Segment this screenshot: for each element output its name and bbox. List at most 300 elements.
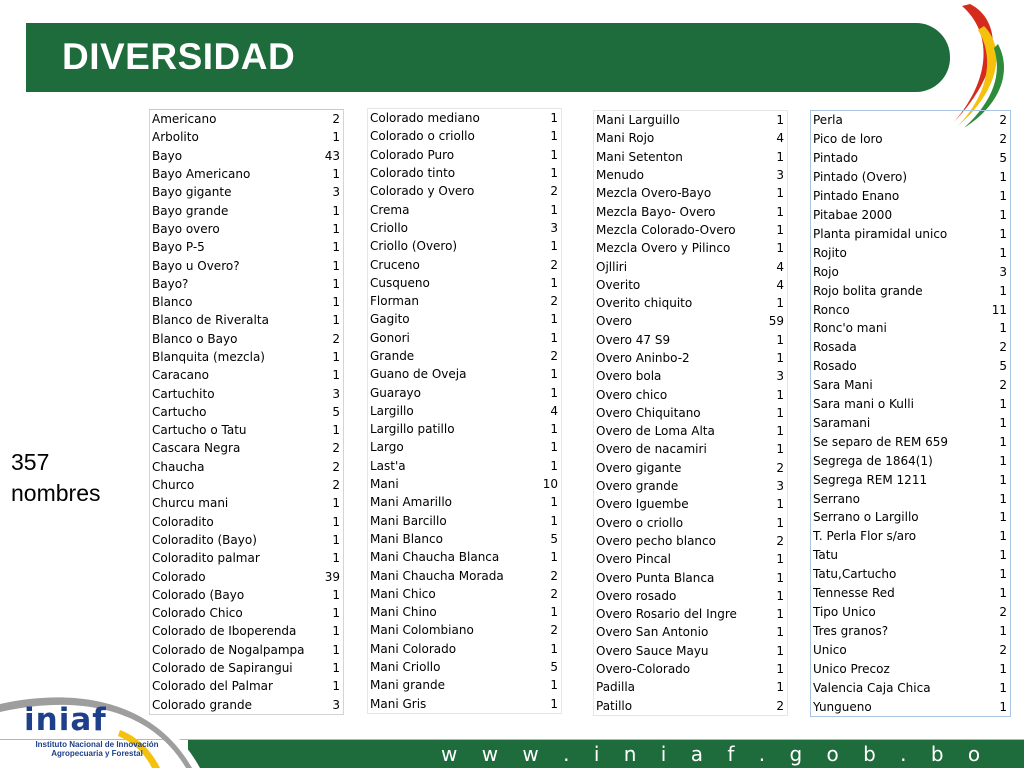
variety-name: Overo-Colorado [596, 662, 691, 677]
table-row [594, 459, 787, 477]
variety-count: 1 [776, 241, 784, 256]
table-row [811, 300, 1010, 319]
variety-count: 1 [776, 662, 784, 677]
table-row [811, 376, 1010, 395]
variety-name: Colorado tinto [370, 166, 456, 181]
variety-name: Mani Rojo [596, 131, 655, 146]
variety-name: Tatu,Cartucho [813, 567, 897, 582]
logo-wordmark: iniaf [24, 702, 107, 738]
variety-name: Menudo [596, 168, 644, 183]
variety-count: 1 [999, 434, 1007, 449]
variety-name: Colorado Puro [370, 147, 455, 162]
variety-count: 1 [550, 147, 558, 162]
variety-name: Pico de loro [813, 132, 883, 147]
table-row [594, 495, 787, 513]
table-row [368, 658, 561, 676]
variety-name: Overo Rosario del Ingre [596, 607, 737, 622]
variety-count: 1 [550, 495, 558, 510]
variety-count: 1 [999, 453, 1007, 468]
variety-name: Bayo overo [152, 221, 220, 236]
variety-count: 1 [332, 624, 340, 639]
variety-name: Largillo [370, 403, 414, 418]
table-row [150, 494, 343, 512]
variety-count: 1 [776, 387, 784, 402]
variety-count: 1 [332, 661, 340, 676]
variety-count: 1 [332, 587, 340, 602]
table-row [150, 458, 343, 476]
variety-name: Mani Criollo [370, 660, 441, 675]
table-row [811, 243, 1010, 262]
variety-name: Last'a [370, 458, 406, 473]
table-row [368, 493, 561, 511]
table-row [811, 338, 1010, 357]
variety-name: Overo grande [596, 479, 679, 494]
variety-count: 1 [332, 276, 340, 291]
table-row [594, 623, 787, 641]
table-row [594, 678, 787, 696]
variety-name: Criollo (Overo) [370, 239, 458, 254]
variety-name: Coloradito palmar [152, 551, 260, 566]
table-row [594, 660, 787, 678]
variety-name: Bayo grande [152, 203, 229, 218]
variety-name: Overo pecho blanco [596, 533, 716, 548]
variety-count: 1 [776, 588, 784, 603]
variety-count: 5 [999, 151, 1007, 166]
table-row [594, 111, 787, 129]
variety-count: 1 [332, 221, 340, 236]
title-banner [26, 23, 950, 92]
variety-name: Overo de Loma Alta [596, 424, 715, 439]
table-row [594, 184, 787, 202]
variety-name: Bayo [152, 148, 183, 163]
variety-name: Planta piramidal unico [813, 226, 948, 241]
variety-count: 1 [332, 423, 340, 438]
table-row [150, 165, 343, 183]
variety-name: Cartuchito [152, 386, 215, 401]
table-row [811, 357, 1010, 376]
variety-name: Tennesse Red [813, 586, 895, 601]
table-row [594, 129, 787, 147]
variety-name: Colorado (Bayo [152, 587, 245, 602]
table-row [594, 440, 787, 458]
variety-name: Overo Aninbo-2 [596, 351, 690, 365]
variety-count: 43 [324, 148, 340, 163]
table-row [811, 621, 1010, 640]
variety-name: Mani Colombiano [370, 623, 474, 638]
table-row [150, 476, 343, 494]
table-row [368, 255, 561, 273]
variety-count: 3 [550, 220, 558, 235]
table-row [594, 349, 787, 367]
variety-count: 2 [332, 331, 340, 346]
variety-count: 4 [550, 403, 558, 418]
table-row [368, 530, 561, 548]
variety-name: Tatu [813, 548, 839, 563]
table-row [594, 697, 787, 715]
table-row [150, 330, 343, 348]
table-row [594, 532, 787, 550]
variety-count: 2 [776, 698, 784, 713]
variety-count: 1 [332, 258, 340, 273]
variety-count: 1 [776, 113, 784, 128]
variety-name: Rosada [813, 340, 857, 355]
variety-count: 1 [332, 514, 340, 529]
variety-name: Gagito [370, 312, 410, 327]
variety-count: 1 [999, 397, 1007, 412]
variety-name: Overo bola [596, 369, 662, 384]
variety-count: 1 [332, 240, 340, 255]
total-names-note [11, 447, 121, 509]
table-row [368, 329, 561, 347]
variety-count: 1 [776, 607, 784, 622]
variety-name: Mezcla Overo-Bayo [596, 186, 712, 201]
table-row [594, 404, 787, 422]
variety-name: Ronco [813, 302, 850, 317]
table-row [811, 508, 1010, 527]
table-row [368, 127, 561, 145]
variety-name: Grande [370, 349, 415, 363]
variety-count: 2 [776, 460, 784, 475]
table-row [811, 603, 1010, 622]
variety-table-column-3 [593, 110, 788, 716]
table-row [811, 470, 1010, 489]
table-row [368, 621, 561, 639]
variety-name: Patillo [596, 698, 633, 713]
variety-count: 2 [999, 132, 1007, 147]
variety-count: 1 [332, 295, 340, 310]
variety-count: 1 [999, 661, 1007, 676]
variety-count: 4 [776, 131, 784, 146]
table-row [368, 365, 561, 383]
variety-name: Largillo patillo [370, 422, 455, 437]
table-row [811, 697, 1010, 716]
table-row [150, 201, 343, 219]
variety-count: 3 [776, 168, 784, 183]
variety-name: Largo [370, 440, 404, 455]
variety-count: 1 [776, 204, 784, 219]
logo-subtitle: Instituto Nacional de Innovación Agropecuaria y Forestal [35, 740, 159, 758]
table-row [368, 603, 561, 621]
total-count: 357 [11, 449, 50, 475]
table-row [368, 566, 561, 584]
variety-name: Tipo Unico [813, 605, 876, 620]
variety-count: 2 [550, 184, 558, 199]
variety-count: 1 [550, 330, 558, 345]
variety-count: 3 [332, 386, 340, 401]
variety-name: Valencia Caja Chica [813, 680, 931, 695]
variety-name: Segrega REM 1211 [813, 472, 928, 487]
variety-name: Blanco [152, 295, 193, 310]
variety-count: 5 [550, 660, 558, 675]
table-row [150, 293, 343, 311]
variety-count: 1 [550, 202, 558, 217]
table-row [368, 200, 561, 218]
table-row [368, 109, 561, 127]
variety-name: Mezcla Bayo- Overo [596, 204, 716, 219]
variety-count: 5 [550, 531, 558, 546]
table-row [594, 331, 787, 349]
variety-count: 1 [999, 623, 1007, 638]
variety-count: 1 [999, 529, 1007, 544]
table-row [811, 584, 1010, 603]
table-row [150, 128, 343, 146]
variety-count: 1 [332, 532, 340, 547]
variety-name: Segrega de 1864(1) [813, 453, 933, 468]
variety-count: 1 [550, 605, 558, 620]
page-title: DIVERSIDAD [62, 36, 296, 77]
variety-name: Overo rosado [596, 588, 677, 603]
variety-name: Rosado [813, 359, 857, 374]
variety-name: Overo chico [596, 387, 668, 402]
variety-count: 1 [332, 203, 340, 218]
table-row [594, 385, 787, 403]
variety-name: Ronc'o mani [813, 321, 887, 336]
variety-count: 1 [776, 424, 784, 439]
variety-name: Mani Gris [370, 696, 427, 711]
variety-count: 1 [776, 186, 784, 201]
table-row [150, 659, 343, 677]
table-row [368, 237, 561, 255]
variety-count: 1 [776, 680, 784, 695]
variety-name: Rojo bolita grande [813, 283, 923, 298]
variety-name: Cartucho o Tatu [152, 423, 247, 438]
variety-name: Blanco o Bayo [152, 331, 238, 346]
table-row [368, 310, 561, 328]
table-row [594, 477, 787, 495]
variety-name: Coloradito (Bayo) [152, 532, 257, 547]
variety-count: 1 [999, 207, 1007, 222]
variety-name: Crema [370, 202, 410, 217]
variety-name: Blanquita (mezcla) [152, 350, 265, 364]
table-row [811, 659, 1010, 678]
variety-name: Overo Iguembe [596, 497, 689, 512]
variety-count: 1 [550, 550, 558, 565]
variety-name: Mani Chico [370, 586, 436, 601]
table-row [150, 275, 343, 293]
variety-name: Pintado [813, 151, 858, 166]
variety-count: 3 [332, 185, 340, 200]
table-row [150, 366, 343, 384]
table-row [150, 549, 343, 567]
table-row [811, 395, 1010, 414]
variety-count: 59 [768, 314, 784, 329]
variety-count: 5 [332, 404, 340, 419]
variety-name: Overo Chiquitano [596, 405, 701, 420]
table-row [811, 451, 1010, 470]
footer-url: w w w . i n i a f . g o b . b o [441, 742, 990, 766]
variety-count: 39 [324, 569, 340, 584]
variety-name: Serrano o Largillo [813, 510, 919, 525]
variety-count: 1 [332, 313, 340, 328]
variety-name: Overo Sauce Mayu [596, 643, 709, 658]
variety-count: 1 [550, 458, 558, 473]
variety-name: Cusqueno [370, 275, 430, 290]
variety-count: 1 [776, 497, 784, 512]
table-row [594, 276, 787, 294]
variety-name: Mani Blanco [370, 531, 443, 546]
variety-count: 2 [332, 459, 340, 474]
variety-name: Caracano [152, 368, 209, 383]
variety-name: Colorado mediano [370, 111, 480, 126]
variety-name: Americano [152, 112, 217, 127]
variety-count: 1 [776, 351, 784, 365]
table-row [594, 202, 787, 220]
variety-name: Overo de nacamiri [596, 442, 707, 457]
table-row [150, 531, 343, 549]
table-row [594, 148, 787, 166]
table-row [811, 640, 1010, 659]
variety-name: Coloradito [152, 514, 214, 529]
table-row [368, 383, 561, 401]
table-row [150, 439, 343, 457]
variety-count: 5 [999, 359, 1007, 374]
variety-count: 1 [332, 130, 340, 145]
variety-name: Pintado (Overo) [813, 170, 908, 185]
variety-name: Colorado y Overo [370, 184, 475, 199]
table-row [811, 546, 1010, 565]
table-row [811, 224, 1010, 243]
variety-name: Mani Setenton [596, 149, 683, 164]
variety-count: 1 [999, 226, 1007, 241]
variety-count: 1 [999, 283, 1007, 298]
table-row [150, 348, 343, 366]
table-row [594, 568, 787, 586]
variety-count: 2 [550, 294, 558, 309]
variety-name: Ojlliri [596, 259, 628, 274]
variety-count: 1 [550, 312, 558, 327]
variety-name: Padilla [596, 680, 636, 695]
variety-count: 2 [999, 642, 1007, 657]
variety-name: Serrano [813, 491, 860, 506]
table-row [150, 220, 343, 238]
variety-name: Sara mani o Kulli [813, 397, 914, 412]
variety-count: 2 [550, 586, 558, 601]
table-row [811, 149, 1010, 168]
variety-name: Mezcla Colorado-Overo [596, 222, 736, 237]
table-row [150, 513, 343, 531]
variety-name: Colorado o criollo [370, 129, 475, 144]
variety-count: 1 [999, 699, 1007, 714]
variety-count: 1 [999, 548, 1007, 563]
variety-table-column-4 [810, 110, 1011, 717]
variety-name: Overo [596, 314, 632, 329]
variety-name: Guarayo [370, 385, 421, 400]
variety-name: Overo Punta Blanca [596, 570, 715, 585]
table-row [594, 550, 787, 568]
variety-name: Mani grande [370, 678, 445, 693]
variety-name: Tres granos? [813, 623, 889, 638]
variety-count: 1 [999, 567, 1007, 582]
table-row [368, 640, 561, 658]
variety-count: 4 [776, 277, 784, 292]
table-row [368, 420, 561, 438]
variety-name: Overito [596, 277, 641, 292]
table-row [368, 292, 561, 310]
variety-count: 1 [999, 472, 1007, 487]
variety-count: 10 [542, 477, 558, 492]
table-row [811, 130, 1010, 149]
variety-count: 4 [776, 259, 784, 274]
variety-count: 1 [776, 405, 784, 420]
total-label: nombres [11, 480, 101, 506]
variety-count: 1 [332, 368, 340, 383]
variety-count: 1 [550, 385, 558, 400]
variety-count: 1 [776, 332, 784, 347]
table-row [811, 281, 1010, 300]
variety-count: 1 [776, 442, 784, 457]
variety-name: Chaucha [152, 459, 205, 474]
variety-name: Colorado de Sapirangui [152, 661, 293, 676]
table-row [368, 438, 561, 456]
variety-name: Overo San Antonio [596, 625, 709, 640]
variety-name: Colorado de Iboperenda [152, 624, 297, 639]
variety-count: 1 [550, 129, 558, 144]
table-row [150, 256, 343, 274]
variety-name: Overito chiquito [596, 296, 693, 311]
variety-name: Mani [370, 477, 399, 492]
variety-count: 1 [776, 570, 784, 585]
table-row [811, 489, 1010, 508]
variety-count: 2 [999, 113, 1007, 128]
variety-count: 1 [776, 149, 784, 164]
variety-name: Bayo? [152, 276, 189, 291]
variety-count: 1 [550, 275, 558, 290]
variety-name: Churcu mani [152, 496, 229, 511]
table-row [368, 164, 561, 182]
table-row [594, 514, 787, 532]
variety-count: 2 [776, 533, 784, 548]
variety-name: Colorado del Palmar [152, 679, 273, 694]
table-row [150, 622, 343, 640]
table-row [811, 565, 1010, 584]
variety-count: 1 [550, 440, 558, 455]
variety-count: 1 [999, 415, 1007, 430]
table-row [150, 586, 343, 604]
table-row [150, 403, 343, 421]
variety-count: 1 [776, 552, 784, 567]
variety-count: 3 [332, 697, 340, 712]
table-row [811, 187, 1010, 206]
variety-count: 1 [550, 641, 558, 656]
variety-name: Se separo de REM 659 [813, 434, 949, 449]
variety-name: Overo 47 S9 [596, 332, 671, 347]
variety-name: Mezcla Overo y Pilinco [596, 241, 731, 256]
table-row [594, 367, 787, 385]
table-row [811, 111, 1010, 130]
variety-count: 1 [776, 222, 784, 237]
variety-name: Florman [370, 294, 419, 309]
variety-name: Rojo [813, 264, 839, 279]
table-row [150, 183, 343, 201]
variety-name: Colorado de Nogalpampa [152, 642, 305, 657]
variety-count: 1 [550, 166, 558, 181]
variety-name: Blanco de Riveralta [152, 313, 269, 328]
table-row [368, 274, 561, 292]
table-row [594, 239, 787, 257]
variety-count: 1 [332, 551, 340, 566]
variety-name: Bayo u Overo? [152, 258, 240, 273]
variety-name: Colorado Chico [152, 606, 243, 621]
variety-name: Mani Chino [370, 605, 437, 620]
table-row [368, 219, 561, 237]
variety-count: 1 [999, 321, 1007, 336]
variety-name: Pitabae 2000 [813, 207, 893, 222]
variety-count: 3 [999, 264, 1007, 279]
variety-count: 2 [332, 441, 340, 456]
table-row [368, 585, 561, 603]
variety-count: 2 [999, 340, 1007, 355]
variety-name: Overo Pincal [596, 552, 671, 567]
